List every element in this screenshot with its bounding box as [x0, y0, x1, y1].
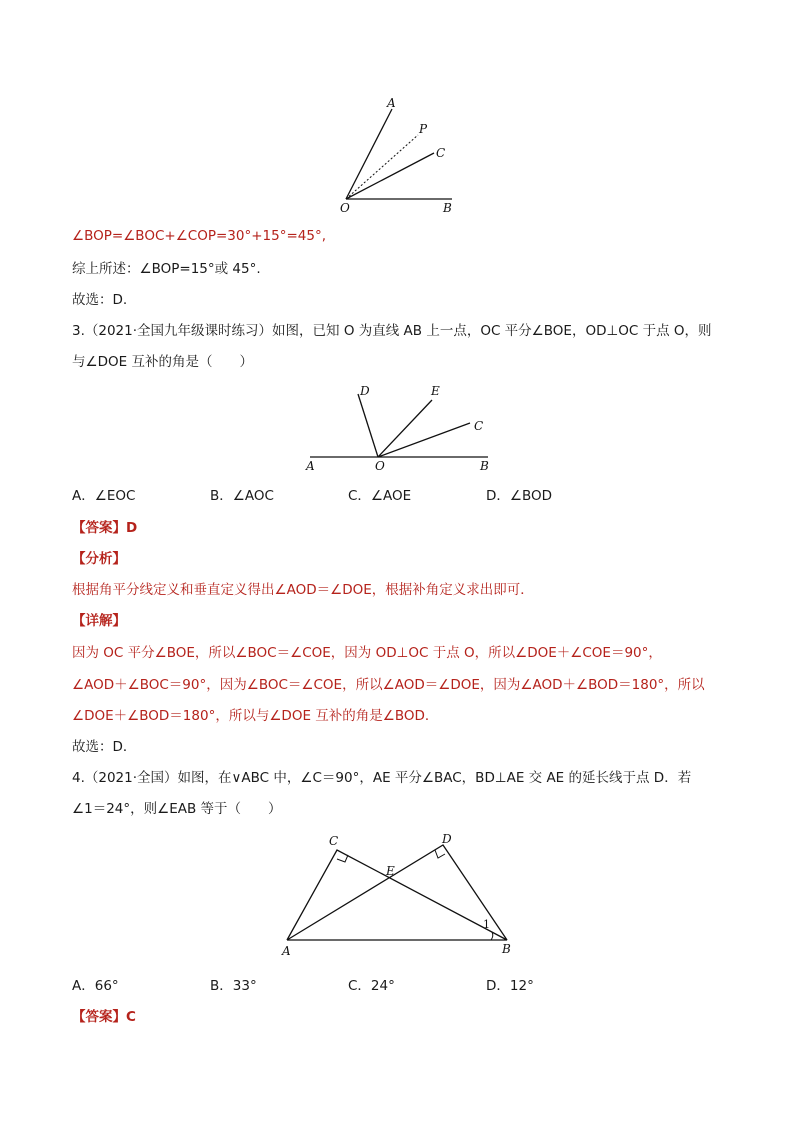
- q4-label-b: B: [502, 942, 511, 956]
- q4-label-d: D: [442, 832, 452, 846]
- fig1-label-c: C: [436, 146, 446, 160]
- q4-label-c: C: [329, 834, 339, 848]
- q3-detail-tag: 【详解】: [72, 613, 126, 629]
- q4-option-b: B．33°: [210, 978, 257, 994]
- q3-stem-line1: 3.（2021·全国九年级课时练习）如图，已知 O 为直线 AB 上一点，OC 平分∠BOE，OD⊥OC 于点 O，则: [72, 323, 712, 339]
- q3-detail-line3: ∠DOE＋∠BOD＝180°，所以与∠DOE 互补的角是∠BOD．: [72, 708, 439, 724]
- figure-angle-bop: [330, 95, 470, 220]
- q3-label-a: A: [306, 459, 315, 473]
- fig1-label-b: B: [443, 201, 452, 215]
- figure-q3-angles: [300, 380, 500, 472]
- q3-analysis: 根据角平分线定义和垂直定义得出∠AOD＝∠DOE，根据补角定义求出即可．: [72, 582, 534, 598]
- q4-option-a: A．66°: [72, 978, 119, 994]
- q4-option-c: C．24°: [348, 978, 395, 994]
- q3-label-o: O: [375, 459, 385, 473]
- q4-label-angle-1: 1: [483, 918, 490, 931]
- prev-solution-line2: [72, 259, 261, 279]
- figure-q4-triangle: [278, 828, 518, 963]
- prev-solution-line1: ∠BOP=∠BOC+∠COP=30°+15°=45°,: [72, 228, 327, 244]
- q3-stem-line2: 与∠DOE 互补的角是（ ）: [72, 354, 253, 370]
- q3-label-e: E: [431, 384, 440, 398]
- fig1-label-p: P: [419, 122, 428, 136]
- q3-detail-line1: 因为 OC 平分∠BOE，所以∠BOC＝∠COE，因为 OD⊥OC 于点 O，所以∠DOE＋∠COE＝90°，: [72, 645, 662, 661]
- q4-label-e: E: [386, 864, 395, 878]
- q3-option-d: D．∠BOD: [486, 488, 553, 504]
- q3-label-b: B: [480, 459, 489, 473]
- q4-option-d: D．12°: [486, 978, 534, 994]
- q3-label-d: D: [360, 384, 370, 398]
- q3-label-c: C: [474, 419, 484, 433]
- q4-stem-line2: ∠1＝24°，则∠EAB 等于（ ）: [72, 801, 282, 817]
- prev-solution-conclusion: 故选：D.: [72, 292, 128, 308]
- q4-stem-line1: 4.（2021·全国）如图，在∨ABC 中，∠C＝90°，AE 平分∠BAC，BD⊥AE 交 AE 的延长线于点 D．若: [72, 770, 692, 786]
- q3-option-c: C．∠AOE: [348, 488, 412, 504]
- q4-label-a: A: [282, 944, 291, 958]
- q3-conclusion: 故选：D．: [72, 739, 137, 755]
- q3-answer: 【答案】D: [72, 520, 138, 536]
- fig1-label-o: O: [340, 201, 350, 215]
- q3-option-b: B．∠AOC: [210, 488, 274, 504]
- q3-analysis-tag: 【分析】: [72, 551, 126, 567]
- prev-solution-summary: 综上所述：∠BOP=15°或 45°.: [72, 261, 261, 277]
- q3-detail-line2: ∠AOD＋∠BOC＝90°，因为∠BOC＝∠COE，所以∠AOD＝∠DOE，因为∠AOD＋∠BOD＝180°，所以: [72, 677, 705, 693]
- fig1-label-a: A: [387, 96, 396, 110]
- q3-option-a: A．∠EOC: [72, 488, 136, 504]
- q4-answer: 【答案】C: [72, 1009, 136, 1025]
